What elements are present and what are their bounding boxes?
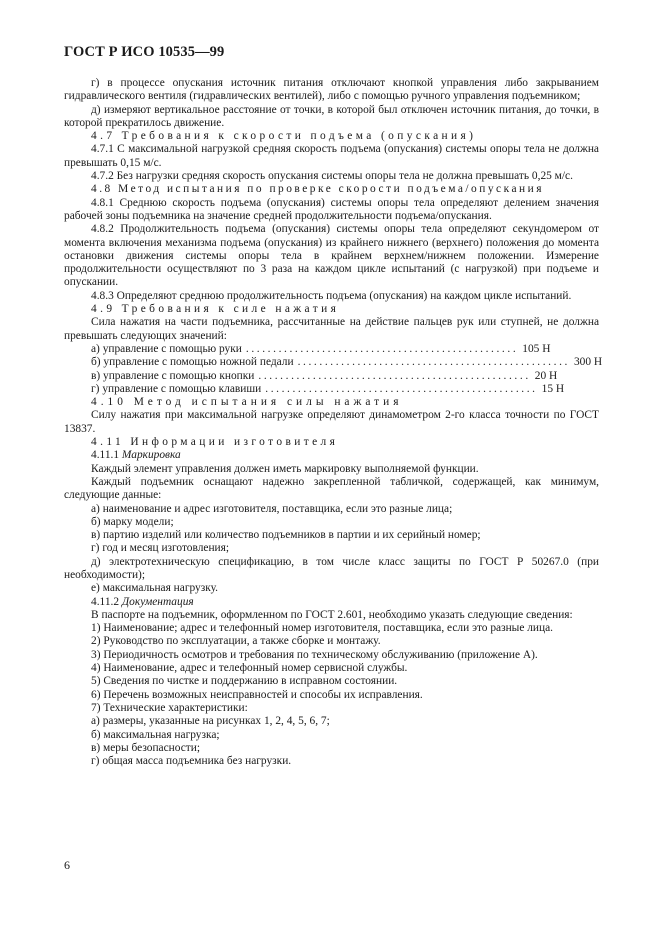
list-item: в) партию изделий или количество подъемников в партии и их серийный номер; xyxy=(91,529,481,542)
list-item: г) год и месяц изготовления; xyxy=(91,542,230,555)
list-item: 3) Периодичность осмотров и требования по техническому обслуживанию (приложение А). xyxy=(91,648,538,661)
paragraph: В паспорте на подъемник, оформленном по ГОСТ 2.601, необходимо указать следующие сведения: xyxy=(91,608,573,621)
list-item: а) размеры, указанные на рисунках 1, 2, 4, 5, 6, 7; xyxy=(91,715,330,728)
subsection-title: Маркировка xyxy=(121,449,181,462)
page-number: 6 xyxy=(64,858,70,872)
page-content xyxy=(64,77,603,768)
subsection-title: Документация xyxy=(121,595,194,608)
force-item xyxy=(64,342,551,356)
force-label: а) управление с помощью руки xyxy=(91,342,242,355)
paragraph: Каждый элемент управления должен иметь маркировку выполняемой функции. xyxy=(91,462,479,475)
section-heading-4-9: 4.9 Требования к силе нажатия xyxy=(91,303,340,316)
list-item: а) наименование и адрес изготовителя, поставщика, если это разные лица; xyxy=(91,502,453,515)
subsection-number: 4.11.2 xyxy=(91,595,120,608)
paragraph: Каждый подъемник оснащают надежно закрепленной табличкой, содержащей, как минимум, следующие данные: xyxy=(64,475,599,502)
list-item: б) марку модели; xyxy=(91,515,174,528)
subsection-heading-4-11-1 xyxy=(64,449,599,462)
list-item: в) меры безопасности; xyxy=(91,741,201,754)
force-value: 20 Н xyxy=(534,369,558,382)
force-value: 15 Н xyxy=(541,382,565,395)
section-heading-4-10: 4.10 Метод испытания силы нажатия xyxy=(91,396,403,409)
paragraph: 4.8.3 Определяют среднюю продолжительность подъема (опускания) на каждом цикле испытаний. xyxy=(91,289,572,302)
force-value: 105 Н xyxy=(522,342,551,355)
list-item: г) общая масса подъемника без нагрузки. xyxy=(91,755,292,768)
list-item: 4) Наименование, адрес и телефонный номер сервисной службы. xyxy=(91,662,408,675)
list-item: 5) Сведения по чистке и поддержанию в исправном состоянии. xyxy=(91,675,398,688)
list-item: 2) Руководство по эксплуатации, а также сборке и монтажу. xyxy=(91,635,381,648)
paragraph: 4.8.1 Среднюю скорость подъема (опускания) системы опоры тела определяют делением значения рабочей зоны подъемника на значение средней продолжительности подъема/опускания. xyxy=(64,196,599,222)
list-item: е) максимальная нагрузку. xyxy=(91,582,219,595)
list-item: 6) Перечень возможных неисправностей и способы их исправления. xyxy=(91,688,423,701)
list-item: д) электротехническую спецификацию, в том числе класс защиты по ГОСТ Р 50267.0 (при необходимости); xyxy=(64,555,599,581)
list-item: 1) Наименование; адрес и телефонный номер изготовителя, поставщика, если это разные лица. xyxy=(91,622,554,635)
paragraph: 4.7.1 С максимальной нагрузкой средняя скорость подъема (опускания) системы опоры тела не должна превышать 0,15 м/с. xyxy=(64,143,599,169)
subsection-number: 4.11.1 xyxy=(91,449,120,462)
force-item xyxy=(64,356,603,369)
section-heading-4-8: 4.8 Метод испытания по проверке скорости подъема/опускания xyxy=(91,183,544,196)
list-item: б) максимальная нагрузка; xyxy=(91,728,220,741)
paragraph: 4.7.2 Без нагрузки средняя скорость опускания системы опоры тела не должна превышать 0,25 м/с. xyxy=(91,170,573,183)
paragraph: Сила нажатия на части подъемника, рассчитанные на действие пальцев рук или ступней, не должна превышать следующих значений: xyxy=(64,316,599,342)
force-label: в) управление с помощью кнопки xyxy=(91,369,255,382)
leader-dots: .................................................. xyxy=(297,356,570,369)
leader-dots: .................................................. xyxy=(258,369,531,382)
leader-dots: .................................................. xyxy=(265,382,538,395)
section-heading-4-11: 4.11 Информации изготовителя xyxy=(91,436,339,449)
force-item xyxy=(64,369,558,383)
force-value: 300 Н xyxy=(573,356,603,369)
leader-dots: .................................................. xyxy=(245,342,519,355)
subsection-heading-4-11-2 xyxy=(64,596,599,609)
section-heading-4-7: 4.7 Требования к скорости подъема (опускания) xyxy=(91,130,477,143)
page-header: ГОСТ Р ИСО 10535—99 xyxy=(64,44,225,60)
list-item: 7) Технические характеристики: xyxy=(91,701,248,714)
paragraph: д) измеряют вертикальное расстояние от точки, в которой был отключен источник питания, до точки, в которой прекратилось движение. xyxy=(64,103,599,129)
force-label: б) управление с помощью ножной педали xyxy=(91,356,294,369)
paragraph: Силу нажатия при максимальной нагрузке определяют динамометром 2-го класса точности по ГОСТ 13837. xyxy=(64,409,599,435)
paragraph: 4.8.2 Продолжительность подъема (опускания) системы опоры тела определяют секундомером от момента включения механизма подъема (опускания) из крайнего нижнего (верхнего) положения до момента остановки движения системы опоры тела в крайнем верхнем/нижнем положении. Измерение продолжительности осуществляют по 3 раза на каждом цикле испытаний (с нагрузкой) при подъеме и опускании. xyxy=(64,223,599,289)
paragraph: г) в процессе опускания источник питания отключают кнопкой управления либо закрыванием гидравлического вентиля (гидравлических вентилей), либо с помощью ручного управления подъемником; xyxy=(64,77,599,103)
force-item xyxy=(64,382,565,396)
force-list xyxy=(64,342,603,396)
force-label: г) управление с помощью клавиши xyxy=(91,382,262,395)
